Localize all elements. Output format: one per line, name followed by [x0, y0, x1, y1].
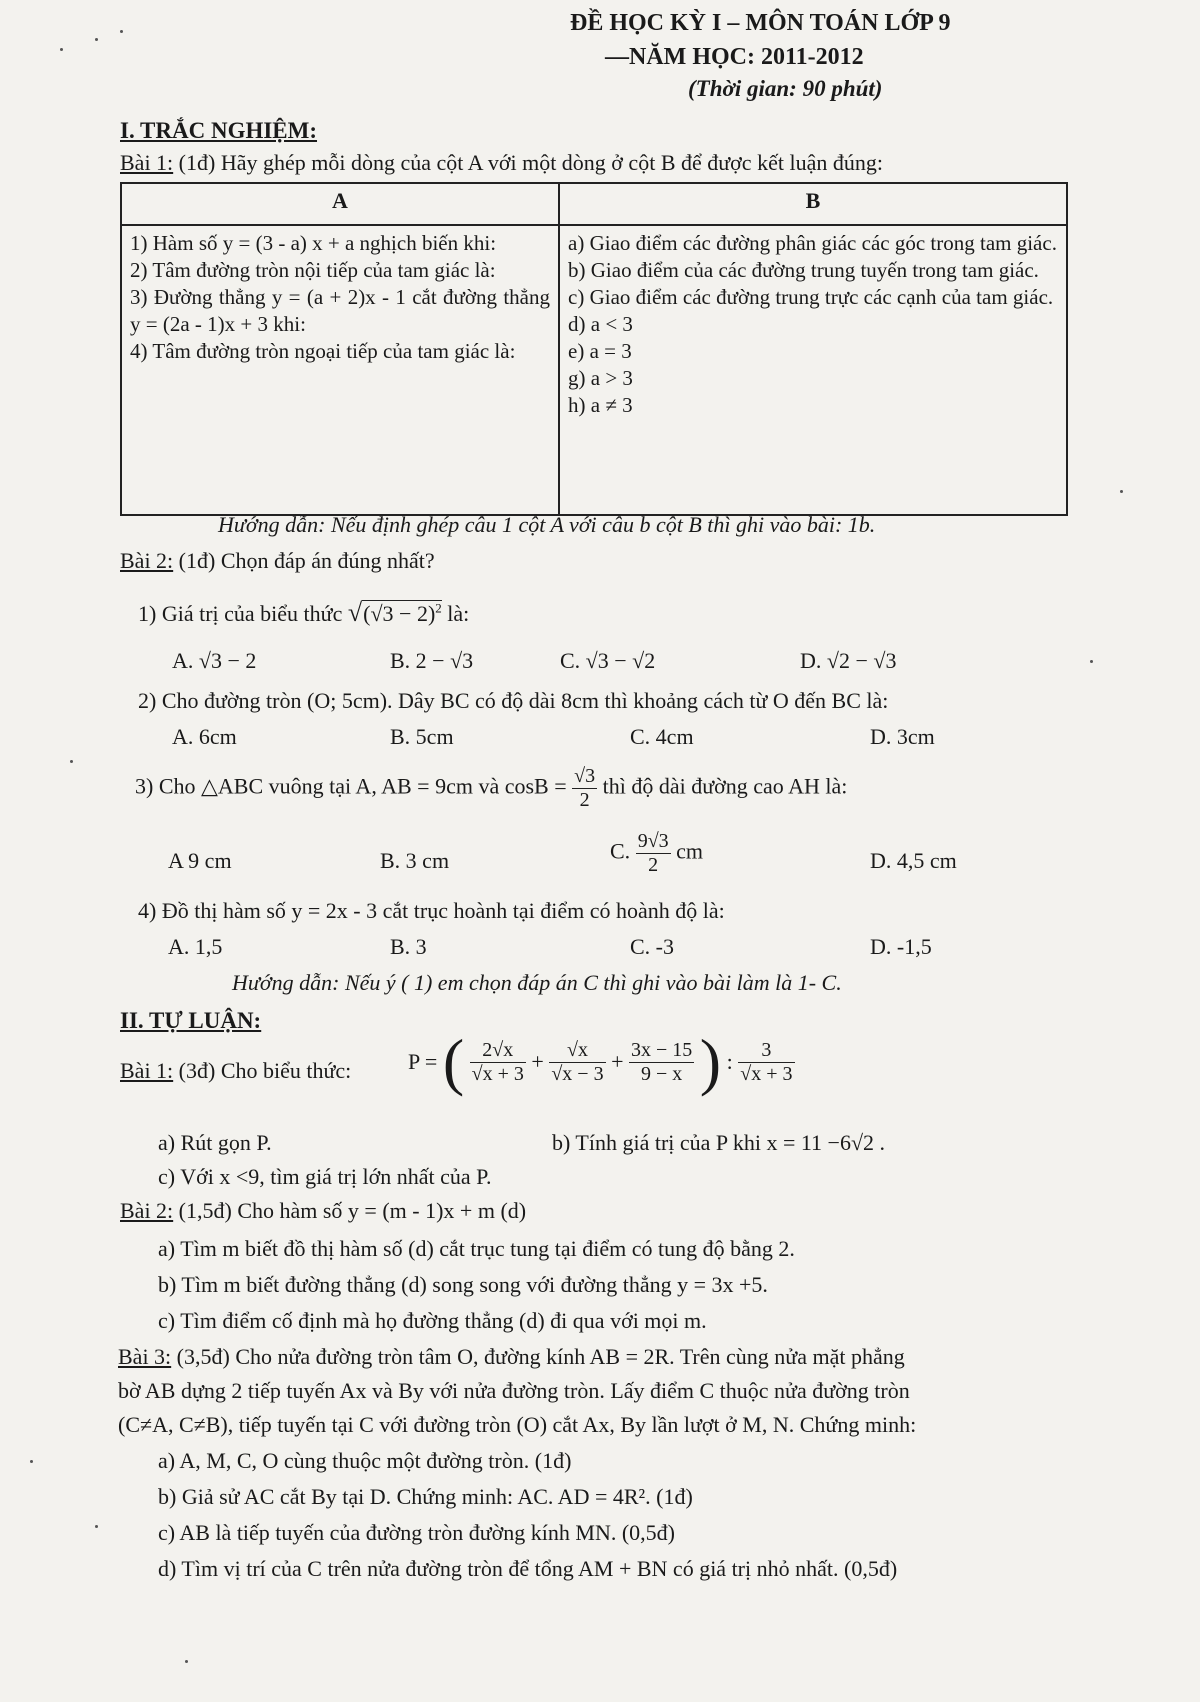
essay-2-part-b: b) Tìm m biết đường thẳng (d) song song với đường thẳng y = 3x +5.: [158, 1272, 768, 1297]
exam-duration: (Thời gian: 90 phút): [688, 76, 883, 101]
scan-speck: [60, 48, 63, 51]
fraction-numerator: √x: [549, 1039, 605, 1063]
fraction-numerator: 9√3: [637, 830, 669, 852]
exercise-label: Bài 2:: [120, 548, 174, 573]
essay-2-prompt: [120, 1198, 526, 1224]
exercise-2-prompt: [120, 548, 435, 574]
scan-speck: [1090, 660, 1093, 663]
scan-speck: [120, 30, 123, 33]
question-text: 1) Giá trị của biểu thức: [138, 601, 343, 626]
exercise-text: (1,5đ) Cho hàm số y = (m - 1)x + m (d): [178, 1198, 527, 1223]
divide-sign: :: [726, 1049, 733, 1074]
exercise-label: Bài 1:: [120, 1058, 174, 1083]
fraction-denominator: 9 − x: [641, 1062, 683, 1085]
exercise-1-prompt: [120, 150, 883, 176]
column-a-item: 3) Đường thẳng y = (a + 2)x - 1 cắt đường thẳng y = (2a - 1)x + 3 khi:: [130, 285, 550, 336]
radical-expression: $(√3 - 2)^2$: [363, 600, 442, 626]
essay-2-part-a: a) Tìm m biết đồ thị hàm số (d) cắt trục tung tại điểm có tung độ bằng 2.: [158, 1236, 795, 1261]
column-a-item: 1) Hàm số y = (3 - a) x + a nghịch biến khi:: [130, 231, 497, 255]
question-1: [138, 598, 469, 628]
fraction-numerator: 2√x: [470, 1039, 526, 1063]
column-b-item: h) a ≠ 3: [568, 393, 633, 417]
term-3: [629, 1039, 694, 1086]
essay-1-prompt: [120, 1058, 351, 1084]
scan-speck: [30, 1460, 33, 1463]
option-fraction: [636, 830, 671, 877]
option-a[interactable]: A. 1,5: [168, 934, 223, 959]
p-label: P =: [408, 1049, 438, 1074]
sqrt-sign: √: [347, 598, 363, 627]
scan-speck: [1120, 490, 1123, 493]
option-d[interactable]: D. 4,5 cm: [870, 848, 957, 873]
option-a[interactable]: A 9 cm: [168, 848, 232, 873]
inner-expression: √3 − 2: [370, 601, 428, 626]
essay-1-part-a: a) Rút gọn P.: [158, 1130, 272, 1155]
option-unit: cm: [676, 838, 704, 864]
fraction-denominator: 2: [579, 789, 590, 811]
scan-speck: [185, 1660, 188, 1663]
exercise-label: Bài 1:: [120, 150, 174, 175]
question-4: 4) Đồ thị hàm số y = 2x - 3 cắt trục hoành tại điểm có hoành độ là:: [138, 898, 725, 923]
fraction-denominator: √x + 3: [471, 1062, 524, 1085]
question-text: 3) Cho △ABC vuông tại A, AB = 9cm và cosB =: [135, 773, 567, 799]
exam-title: ĐỀ HỌC KỲ I – MÔN TOÁN LỚP 9: [570, 10, 951, 36]
fraction-numerator: 3x − 15: [631, 1038, 693, 1061]
exercise-text: (3,5đ) Cho nửa đường tròn tâm O, đường kính AB = 2R. Trên cùng nửa mặt phẳng: [176, 1344, 905, 1369]
scan-speck: [70, 760, 73, 763]
cos-fraction: [572, 765, 597, 812]
exercise-text: (1đ) Chọn đáp án đúng nhất?: [178, 548, 435, 573]
question-suffix: thì độ dài đường cao AH là:: [602, 773, 848, 799]
column-b-item: e) a = 3: [568, 339, 632, 363]
column-b-item: g) a > 3: [568, 366, 633, 390]
essay-3-part-c: c) AB là tiếp tuyến của đường tròn đường kính MN. (0,5đ): [158, 1520, 675, 1545]
essay-3-part-b: b) Giả sử AC cắt By tại D. Chứng minh: AC. AD = 4R². (1đ): [158, 1484, 693, 1509]
option-b[interactable]: B. 2 − √3: [390, 648, 474, 673]
essay-3-part-d: d) Tìm vị trí của C trên nửa đường tròn để tổng AM + BN có giá trị nhỏ nhất. (0,5đ): [158, 1556, 898, 1581]
option-b[interactable]: B. 5cm: [390, 724, 454, 749]
plus-sign: +: [531, 1049, 544, 1074]
column-b-item: c) Giao điểm các đường trung trực các cạnh của tam giác.: [568, 285, 1054, 309]
column-b-item: a) Giao điểm các đường phân giác các góc trong tam giác.: [568, 231, 1057, 255]
term-1: [470, 1039, 526, 1086]
option-a[interactable]: A. 6cm: [172, 724, 237, 749]
scan-speck: [95, 38, 98, 41]
fraction-numerator: √3: [574, 765, 596, 787]
exercise-text: (1đ) Hãy ghép mỗi dòng của cột A với một dòng ở cột B để được kết luận đúng:: [178, 150, 883, 175]
matching-guide: Hướng dẫn: Nếu định ghép câu 1 cột A với câu b cột B thì ghi vào bài: 1b.: [218, 512, 876, 537]
section-heading-multiple-choice: I. TRẮC NGHIỆM:: [120, 118, 318, 143]
option-d[interactable]: D. √2 − √3: [800, 648, 897, 673]
matching-table: [120, 182, 1068, 516]
fraction-denominator: 2: [648, 854, 659, 876]
option-d[interactable]: D. 3cm: [870, 724, 935, 749]
column-a: [121, 225, 559, 515]
plus-sign: +: [611, 1049, 624, 1074]
question-2: 2) Cho đường tròn (O; 5cm). Dây BC có độ dài 8cm thì khoảng cách từ O đến BC là:: [138, 688, 889, 713]
column-a-item: 4) Tâm đường tròn ngoại tiếp của tam giác là:: [130, 339, 516, 363]
essay-1-part-b: b) Tính giá trị của P khi x = 11 −6√2 .: [552, 1130, 886, 1155]
option-a[interactable]: A. √3 − 2: [172, 648, 257, 673]
fraction-numerator: 3: [738, 1039, 794, 1063]
expression-p: [408, 1026, 795, 1097]
column-a-item: 2) Tâm đường tròn nội tiếp của tam giác là:: [130, 258, 496, 282]
right-paren: ): [699, 1026, 722, 1097]
fraction-denominator: √x − 3: [551, 1062, 604, 1085]
essay-3-line-3: (C≠A, C≠B), tiếp tuyến tại C với đường tròn (O) cắt Ax, By lần lượt ở M, N. Chứng minh:: [118, 1412, 917, 1437]
option-c[interactable]: C. 4cm: [630, 724, 694, 749]
option-c[interactable]: [610, 830, 703, 877]
exercise-text: (3đ) Cho biểu thức:: [178, 1058, 352, 1083]
question-3: [135, 765, 847, 812]
essay-1-part-c: c) Với x <9, tìm giá trị lớn nhất của P.: [158, 1164, 492, 1189]
answer-guide: Hướng dẫn: Nếu ý ( 1) em chọn đáp án C thì ghi vào bài làm là 1- C.: [232, 970, 842, 995]
option-b[interactable]: B. 3 cm: [380, 848, 450, 873]
question-suffix: là:: [447, 601, 470, 626]
fraction-denominator: √x + 3: [740, 1062, 793, 1085]
section-heading-essay: II. TỰ LUẬN:: [120, 1008, 262, 1033]
option-d[interactable]: D. -1,5: [870, 934, 932, 959]
essay-2-part-c: c) Tìm điểm cố định mà họ đường thẳng (d) đi qua với mọi m.: [158, 1308, 707, 1333]
essay-3-prompt: [118, 1344, 905, 1370]
option-label: C.: [610, 838, 631, 864]
column-b-header: B: [559, 183, 1067, 225]
column-b-item: d) a < 3: [568, 312, 633, 336]
column-a-header: A: [121, 183, 559, 225]
school-year: —NĂM HỌC: 2011-2012: [605, 44, 864, 70]
option-c[interactable]: C. -3: [630, 934, 674, 959]
exercise-label: Bài 3:: [118, 1344, 172, 1369]
left-paren: (: [442, 1026, 465, 1097]
essay-3-part-a: a) A, M, C, O cùng thuộc một đường tròn. (1đ): [158, 1448, 572, 1473]
divisor: [738, 1039, 794, 1086]
option-c[interactable]: C. √3 − √2: [560, 648, 656, 673]
term-2: [549, 1039, 605, 1086]
option-b[interactable]: B. 3: [390, 934, 427, 959]
column-b: [559, 225, 1067, 515]
essay-3-line-2: bờ AB dựng 2 tiếp tuyến Ax và By với nửa đường tròn. Lấy điểm C thuộc nửa đường tròn: [118, 1378, 910, 1403]
column-b-item: b) Giao điểm của các đường trung tuyến trong tam giác.: [568, 258, 1039, 282]
scan-speck: [95, 1525, 98, 1528]
exercise-label: Bài 2:: [120, 1198, 174, 1223]
